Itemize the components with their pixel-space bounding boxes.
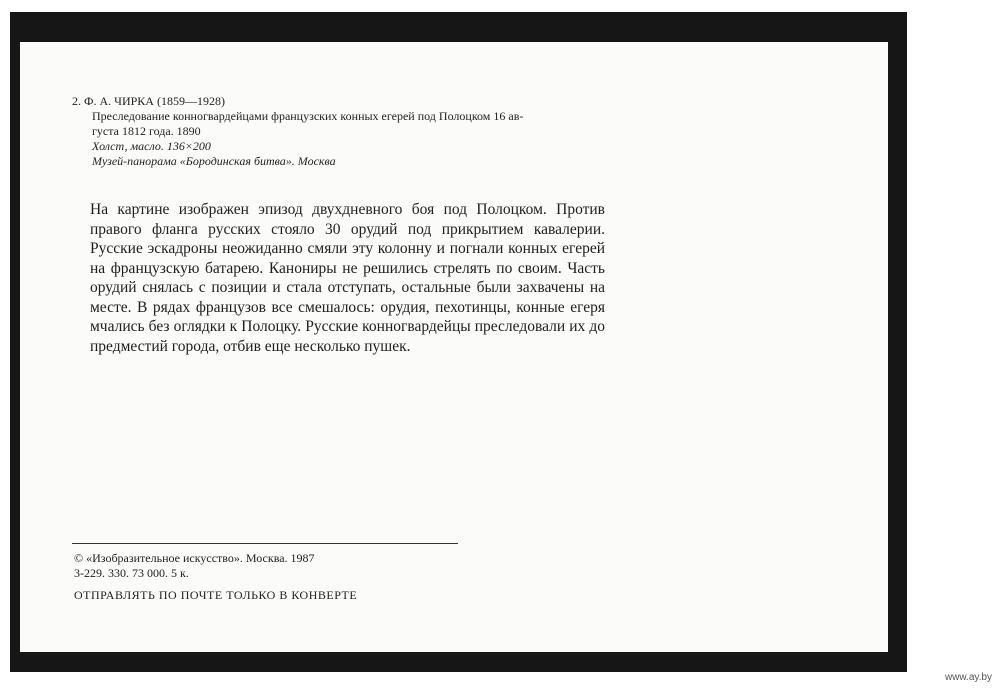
- mailing-notice: ОТПРАВЛЯТЬ ПО ПОЧТЕ ТОЛЬКО В КОНВЕРТЕ: [74, 588, 358, 602]
- divider-line: [72, 543, 458, 544]
- caption-museum: Музей-панорама «Бородинская битва». Москва: [92, 154, 336, 168]
- caption-title: Преследование конногвардейцами французских конных егерей под Полоцком 16 ав-: [92, 109, 524, 123]
- caption-title-continued: густа 1812 года. 1890: [92, 124, 201, 138]
- caption-artist: 2. Ф. А. ЧИРКА (1859—1928): [72, 94, 225, 108]
- publisher-imprint: [74, 551, 315, 581]
- description-text: На картине изображен эпизод двухдневного боя под Полоцком. Против правого фланга русских стояло 30 орудий под прикрытием кавалерии. Русские эскадроны неожиданно смяли эту колонну и погнали конных егерей на французскую батарею. Канониры не решились стрелять по своим. Часть орудий снялась с позиции и стала отступать, остальные были захвачены на месте. В рядах французов все смешалось: орудия, пехотинцы, конные егеря мчались без оглядки к Полоцку. Русские конногвардейцы преследовали их до предместий города, отбив еще несколько пушек.: [90, 201, 605, 355]
- caption-medium: Холст, масло. 136×200: [92, 139, 211, 153]
- imprint-publisher: © «Изобразительное искусство». Москва. 1987: [74, 551, 315, 565]
- watermark: www.ay.by: [944, 672, 992, 683]
- imprint-codes: 3-229. 330. 73 000. 5 к.: [74, 566, 189, 580]
- artwork-caption: [72, 94, 612, 169]
